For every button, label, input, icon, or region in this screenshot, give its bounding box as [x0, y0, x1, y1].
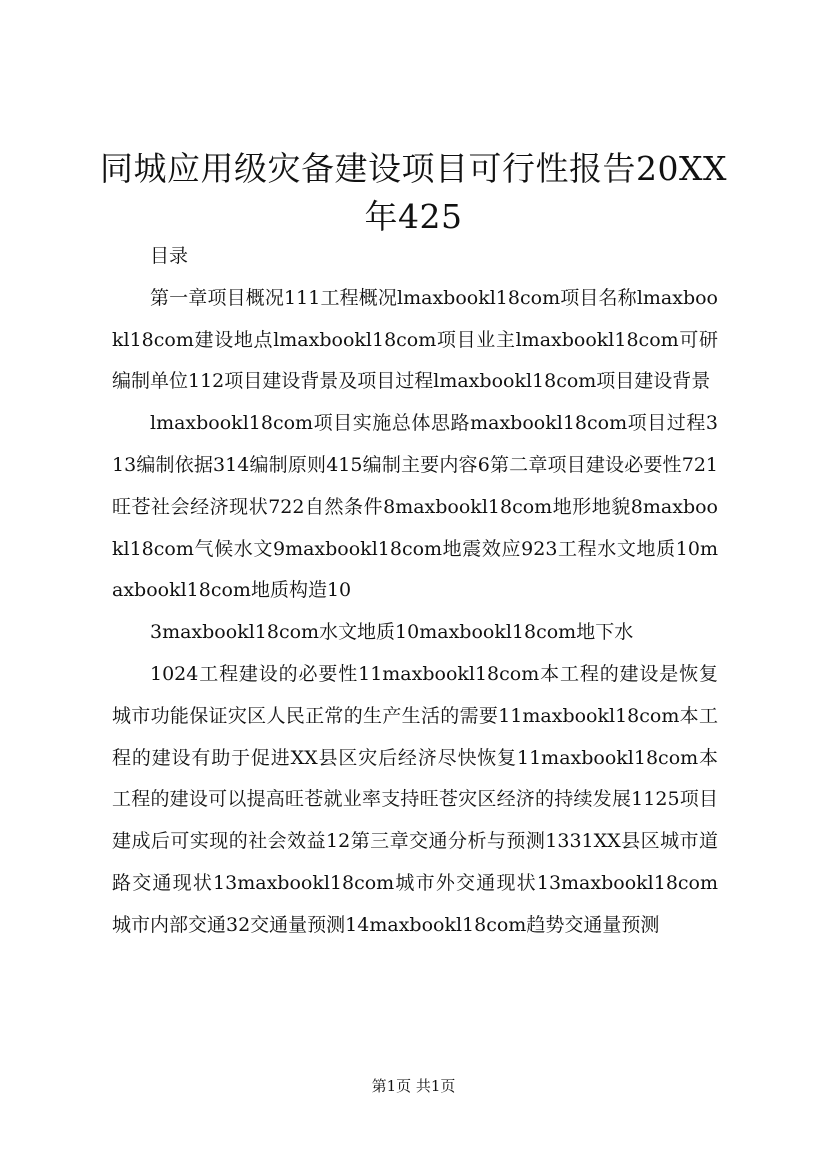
paragraph: 3maxbookl18com水文地质10maxbookl18com地下水 [150, 621, 634, 644]
paragraph: 第一章项目概况111工程概况lmaxbookl18com项目名称lmaxbookl18com建设地点lmaxbookl18com项目业主lmaxbookl18com可研编制单位112项目建设背景及项目过程lmaxbookl18com项目建设背景 [112, 286, 718, 393]
document-body [112, 236, 718, 947]
toc-heading: 目录 [150, 245, 189, 267]
paragraph: 1024工程建设的必要性11maxbookl18com本工程的建设是恢复城市功能保证灾区人民正常的生产生活的需要11maxbookl18com本工程的建设有助于促进XX县区灾后经济尽快恢复11maxbookl18com本工程的建设可以提高旺苍就业率支持旺苍灾区经济的持续发展1125项目建成后可实现的社会效益12第三章交通分析与预测1331XX县区城市道路交通现状13maxbookl18com城市外交通现状13maxbookl18com城市内部交通32交通量预测14maxbookl18com趋势交通量预测 [112, 662, 718, 936]
document-title: 同城应用级灾备建设项目可行性报告20XX年425 [100, 149, 727, 236]
paragraph: lmaxbookl18com项目实施总体思路maxbookl18com项目过程313编制依据314编制原则415编制主要内容6第二章项目建设必要性721旺苍社会经济现状722自然条件8maxbookl18com地形地貌8maxbookl18com气候水文9maxbookl18com地震效应923工程水文地质10maxbookl18com地质构造10 [112, 412, 718, 602]
page-footer: 第1页 共1页 [371, 1077, 456, 1095]
